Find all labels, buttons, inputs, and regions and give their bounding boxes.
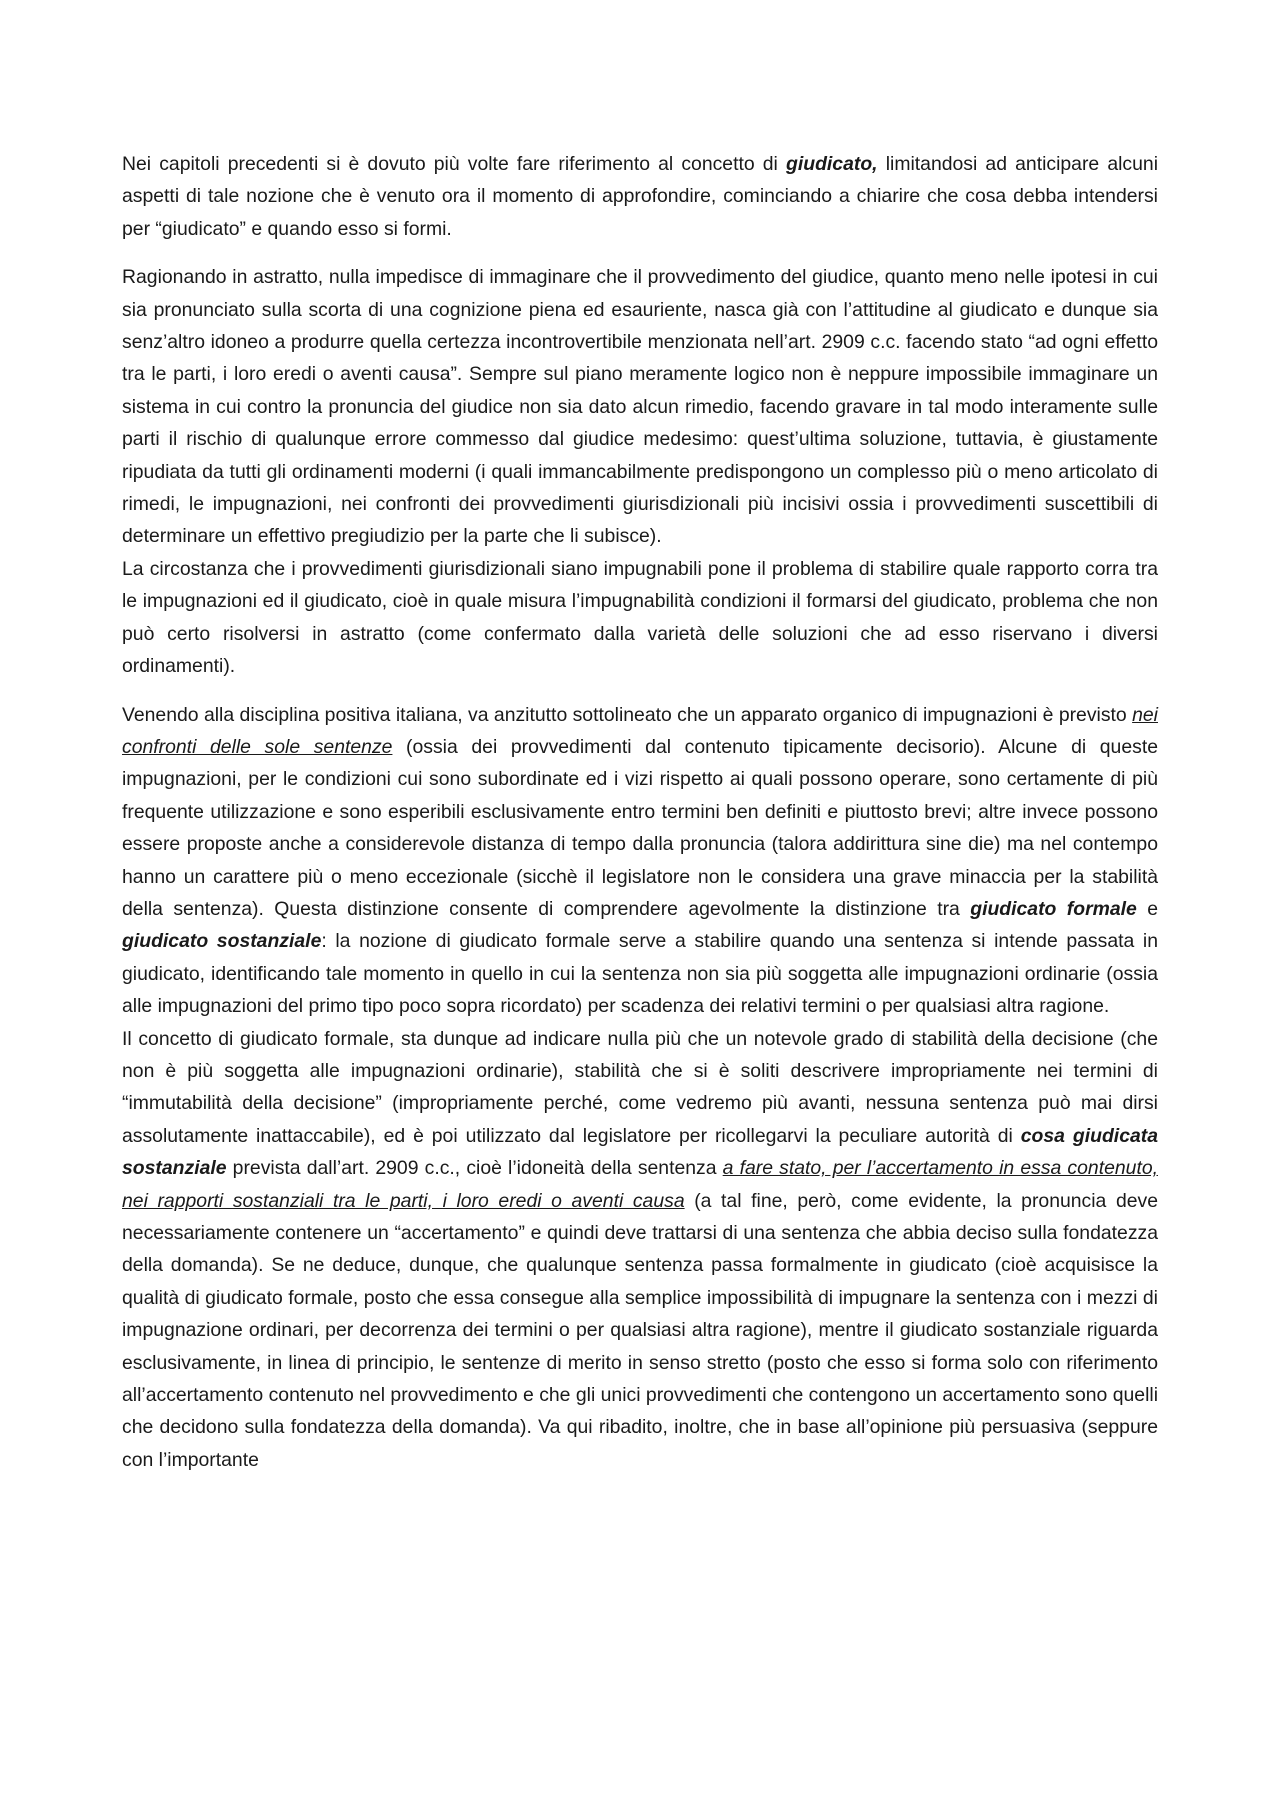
paragraph-circostanza	[122, 553, 1158, 683]
underline-fare-stato: a fare stato, per l’accertamento in essa contenuto, nei rapporti sostanziali tra le parti, i loro eredi o aventi causa	[122, 1157, 1158, 1212]
text-span: Venendo alla disciplina positiva italiana, va anzitutto sottolineato che un apparato organico di impugnazioni è previsto	[122, 703, 1133, 726]
text-span: Il concetto di giudicato formale, sta dunque ad indicare nulla più che un notevole grado di stabilità della decisione (che non è più soggetta alle impugnazioni ordinarie), stabilità che si è soliti descrivere impropriamente nei termini di “immutabilità della decisione” (impropriamente perché, come vedremo più avanti, nessuna sentenza può mai dirsi assolutamente inattaccabile), ed è poi utilizzato dal legislatore per ricollegarvi la peculiare autorità di	[122, 1027, 1158, 1147]
paragraph-concetto	[122, 1023, 1158, 1477]
emphasis-giudicato-formale: giudicato formale	[970, 897, 1137, 920]
text-span: limitandosi ad anticipare alcuni aspetti di tale nozione che è venuto ora il momento di approfondire, cominciando a chiarire che cosa debba intendersi per “giudicato” e quando esso si formi.	[122, 153, 1158, 240]
paragraph-intro	[122, 148, 1158, 245]
text-span: Nei capitoli precedenti si è dovuto più volte fare riferimento al concetto di	[122, 153, 786, 175]
emphasis-giudicato-sostanziale: giudicato sostanziale	[122, 930, 322, 953]
text-span: Ragionando in astratto, nulla impedisce di immaginare che il provvedimento del giudice, quanto meno nelle ipotesi in cui sia pronunciato sulla scorta di una cognizione piena ed esauriente, nasca già con l’attitudine al giudicato e dunque sia senz’altro idoneo a produrre quella certezza incontrovertibile menzionata nell’art. 2909 c.c. facendo stato “ad ogni effetto tra le parti, i loro eredi o aventi causa”. Sempre sul piano meramente logico non è neppure impossibile immaginare un sistema in cui contro la pronuncia del giudice non sia dato alcun rimedio, facendo gravare in tal modo interamente sulle parti il rischio di qualunque errore commesso dal giudice medesimo: quest’ultima soluzione, tuttavia, è giustamente ripudiata da tutti gli ordinamenti moderni (i quali immancabilmente predispongono un complesso più o meno articolato di rimedi, le impugnazioni, nei confronti dei provvedimenti giurisdizionali più incisivi ossia i provvedimenti suscettibili di determinare un effettivo pregiudizio per la parte che li subisce).	[122, 266, 1158, 548]
paragraph-disciplina	[122, 699, 1158, 1023]
text-span: La circostanza che i provvedimenti giurisdizionali siano impugnabili pone il problema di stabilire quale rapporto corra tra le impugnazioni ed il giudicato, cioè in quale misura l’impugnabilità condizioni il formarsi del giudicato, problema che non può certo risolversi in astratto (come confermato dalla varietà delle soluzioni che ad esso riservano i diversi ordinamenti).	[122, 557, 1158, 678]
text-span: prevista dall’art. 2909 c.c., cioè l’idoneità della sentenza	[226, 1157, 723, 1180]
underline-sole-sentenze: nei confronti delle sole sentenze	[122, 703, 1158, 758]
text-span: (a tal fine, però, come evidente, la pronuncia deve necessariamente contenere un “accertamento” e quindi deve trattarsi di una sentenza che abbia deciso sulla fondatezza della domanda). Se ne deduce, dunque, che qualunque sentenza passa formalmente in giudicato (cioè acquisisce la qualità di giudicato formale, posto che essa consegue alla semplice impossibilità di impugnare la sentenza con i mezzi di impugnazione ordinari, per decorrenza dei termini o per qualsiasi altra ragione), mentre il giudicato sostanziale riguarda esclusivamente, in linea di principio, le sentenze di merito in senso stretto (posto che esso si forma solo con riferimento all’accertamento contenuto nel provvedimento e che gli unici provvedimenti che contengono un accertamento sono quelli che decidono sulla fondatezza della domanda). Va qui ribadito, inoltre, che in base all’opinione più persuasiva (seppure con l’importante	[122, 1189, 1158, 1471]
document-page	[122, 148, 1158, 1476]
text-span: (ossia dei provvedimenti dal contenuto tipicamente decisorio). Alcune di queste impugnazioni, per le condizioni cui sono subordinate ed i vizi rispetto ai quali possono operare, sono certamente di più frequente utilizzazione e sono esperibili esclusivamente entro termini ben definiti e piuttosto brevi; altre invece possono essere proposte anche a considerevole distanza di tempo dalla pronuncia (talora addirittura sine die) ma nel contempo hanno un carattere più o meno eccezionale (sicchè il legislatore non le considera una grave minaccia per la stabilità della sentenza). Questa distinzione consente di comprendere agevolmente la distinzione tra	[122, 735, 1158, 920]
text-span: : la nozione di giudicato formale serve a stabilire quando una sentenza si intende passata in giudicato, identificando tale momento in quello in cui la sentenza non sia più soggetta alle impugnazioni ordinarie (ossia alle impugnazioni del primo tipo poco sopra ricordato) per scadenza dei relativi termini o per qualsiasi altra ragione.	[122, 930, 1159, 1018]
text-span: e	[1136, 897, 1158, 920]
emphasis-cosa-giudicata: cosa giudicata sostanziale	[122, 1124, 1158, 1180]
emphasis-giudicato: giudicato,	[786, 153, 878, 175]
paragraph-astratto	[122, 261, 1158, 553]
